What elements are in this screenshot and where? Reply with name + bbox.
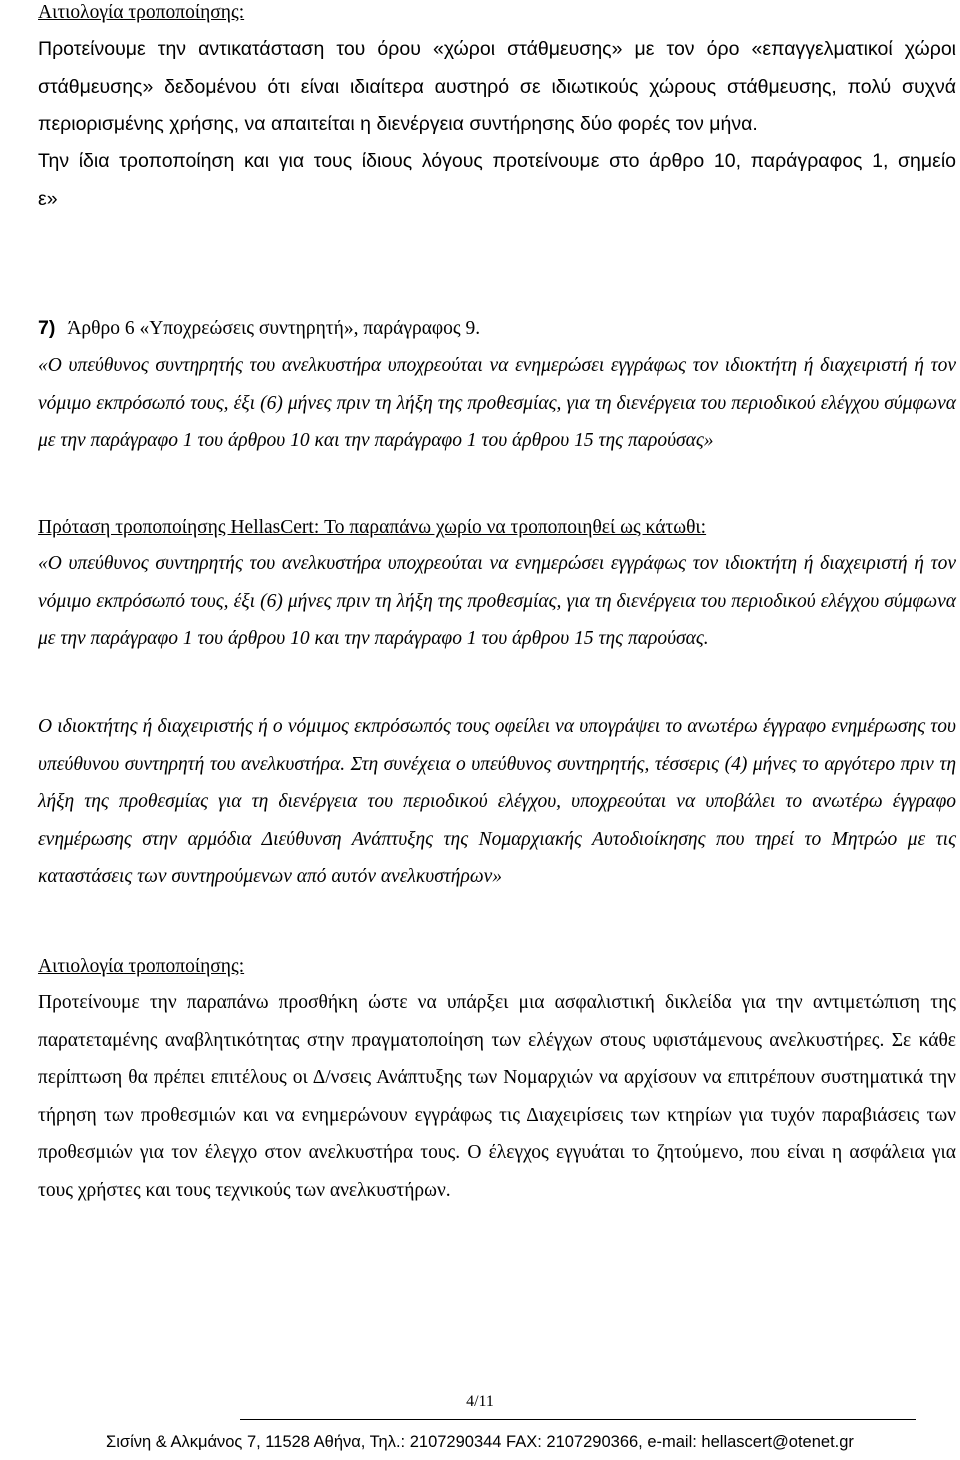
section-number: 7) xyxy=(38,317,56,339)
proposed-text-paragraph-1: «Ο υπεύθυνος συντηρητής του ανελκυστήρα υποχρεούται να ενημερώσει εγγράφως τον ιδιοκτήτη ή διαχειριστή ή τον νόμιμο εκπρόσωπό τους, έξι (6) μήνες πριν τη λήξη της προθεσμίας, για τη διενέργεια του περιοδικού ελέγχου σύμφωνα με την παράγραφο 1 του άρθρου 10 και την παράγραφο 1 του άρθρου 15 της παρούσας. xyxy=(38,553,956,649)
original-article-quote: «Ο υπεύθυνος συντηρητής του ανελκυστήρα υποχρεούται να ενημερώσει εγγράφως τον ιδιοκτήτη ή διαχειριστή ή τον νόμιμο εκπρόσωπό τους, έξι (6) μήνες πριν τη λήξη της προθεσμίας, για τη διενέργεια του περιοδικού ελέγχου σύμφωνα με την παράγραφο 1 του άρθρου 10 και την παράγραφο 1 του άρθρου 15 της παρούσας» xyxy=(38,355,956,451)
amendment-reference-paragraph: Την ίδια τροποποίηση και για τους ίδιους λόγους προτείνουμε στο άρθρο 10, παράγραφος 1, σημείο ε» xyxy=(38,150,956,210)
footer-address: Σισίνη & Αλκμάνος 7, 11528 Αθήνα, Τηλ.: 2107290344 FAX: 2107290366, e-mail: hellascert@otenet.gr xyxy=(106,1433,854,1451)
justification-paragraph: Προτείνουμε την παραπάνω προσθήκη ώστε να υπάρξει μια ασφαλιστική δικλείδα για την αντιμετώπιση της παρατεταμένης αναβλητικότητας στην πραγματοποίηση των ελέγχων στους υφιστάμενους ανελκυστήρες. Σε κάθε περίπτωση θα πρέπει επιτέλους οι Δ/νσεις Ανάπτυξης των Νομαρχιών να αρχίσουν να επιτρέπουν συστηματικά την τήρηση των προθεσμιών και να ενημερώνουν εγγράφως τις Διαχειρίσεις των κτηρίων για τυχόν παραβιάσεις των προθεσμιών για τον έλεγχο στον ανελκυστήρα τους. Ο έλεγχος εγγυάται το ζητούμενο, που είναι η ασφάλεια για τους χρήστες και τους τεχνικούς των ανελκυστήρων. xyxy=(38,992,956,1201)
footer-divider xyxy=(240,1419,916,1420)
section-heading xyxy=(38,313,956,344)
proposal-heading: Πρόταση τροποποίησης HellasCert: Το παραπάνω χωρίο να τροποποιηθεί ως κάτωθι: xyxy=(38,517,707,538)
justification-heading-top: Αιτιολογία τροποποίησης: xyxy=(38,2,245,23)
justification-paragraph-top: Προτείνουμε την αντικατάσταση του όρου «χώροι στάθμευσης» με τον όρο «επαγγελματικοί χώροι στάθμευσης» δεδομένου ότι είναι ιδιαίτερα αυστηρό σε ιδιωτικούς χώρους στάθμευσης, πολύ συχνά περιορισμένης χρήσης, να απαιτείται η διενέργεια συντήρησης δύο φορές τον μήνα. xyxy=(38,38,956,135)
section-title: Άρθρο 6 «Υποχρεώσεις συντηρητή», παράγραφος 9. xyxy=(67,318,481,339)
justification-heading: Αιτιολογία τροποποίησης: xyxy=(38,956,245,977)
proposed-text-paragraph-2: Ο ιδιοκτήτης ή διαχειριστής ή ο νόμιμος εκπρόσωπός τους οφείλει να υπογράψει το ανωτέρω έγγραφο ενημέρωσης του υπεύθυνου συντηρητή του ανελκυστήρα. Στη συνέχεια ο υπεύθυνος συντηρητής, τέσσερις (4) μήνες το αργότερο πριν τη λήξη της προθεσμίας για τη διενέργεια του περιοδικού ελέγχου, υποχρεούται να υποβάλει το ανωτέρω έγγραφο ενημέρωσης στην αρμόδια Διεύθυνση Ανάπτυξης της Νομαρχιακής Αυτοδιοίκησης που τηρεί το Μητρώο με τις καταστάσεις των συντηρούμενων από αυτόν ανελκυστήρων» xyxy=(38,716,956,887)
page-number: 4/11 xyxy=(466,1393,494,1410)
